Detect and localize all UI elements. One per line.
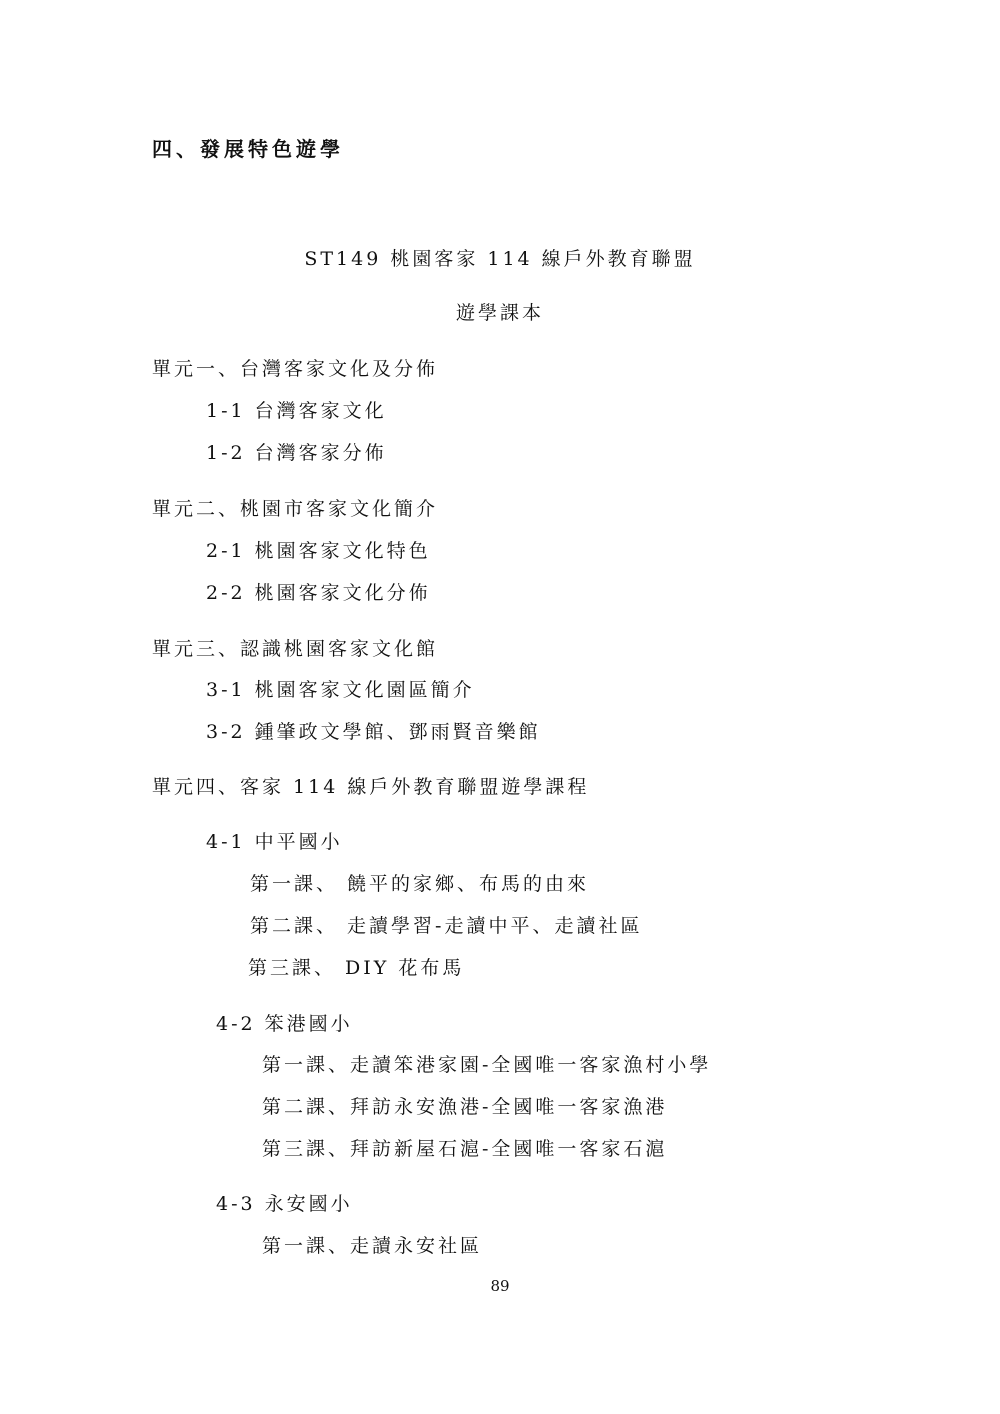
unit-item: 2-1 桃園客家文化特色 (206, 540, 431, 562)
lesson-item: 第一課、走讀笨港家園-全國唯一客家漁村小學 (262, 1054, 712, 1076)
unit-item: 3-2 鍾肇政文學館、鄧雨賢音樂館 (206, 721, 541, 743)
page-number: 89 (490, 1277, 510, 1295)
unit-heading: 單元二、桃園市客家文化簡介 (152, 498, 439, 520)
lesson-item: 第二課、 走讀學習-走讀中平、走讀社區 (250, 915, 643, 937)
lesson-item: 第一課、走讀永安社區 (262, 1235, 483, 1257)
lesson-item: 第三課、拜訪新屋石滬-全國唯一客家石滬 (262, 1138, 668, 1160)
school-heading: 4-1 中平國小 (206, 831, 343, 853)
unit-item: 2-2 桃園客家文化分佈 (206, 582, 431, 604)
school-heading: 4-3 永安國小 (216, 1193, 353, 1215)
unit-item: 3-1 桃園客家文化園區簡介 (206, 679, 475, 701)
unit-item: 1-1 台灣客家文化 (206, 400, 387, 422)
lesson-item: 第二課、拜訪永安漁港-全國唯一客家漁港 (262, 1096, 668, 1118)
section-heading: 四、發展特色遊學 (152, 137, 344, 161)
unit-item: 1-2 台灣客家分佈 (206, 442, 387, 464)
unit-heading: 單元一、台灣客家文化及分佈 (152, 358, 439, 380)
unit-heading: 單元四、客家 114 線戶外教育聯盟遊學課程 (152, 776, 590, 798)
unit-heading: 單元三、認識桃園客家文化館 (152, 638, 439, 660)
lesson-item: 第一課、 饒平的家鄉、布馬的由來 (250, 873, 590, 895)
document-title: ST149 桃園客家 114 線戶外教育聯盟 (304, 248, 696, 270)
lesson-item: 第三課、 DIY 花布馬 (248, 957, 465, 979)
school-heading: 4-2 笨港國小 (216, 1013, 353, 1035)
document-subtitle: 遊學課本 (455, 302, 544, 324)
